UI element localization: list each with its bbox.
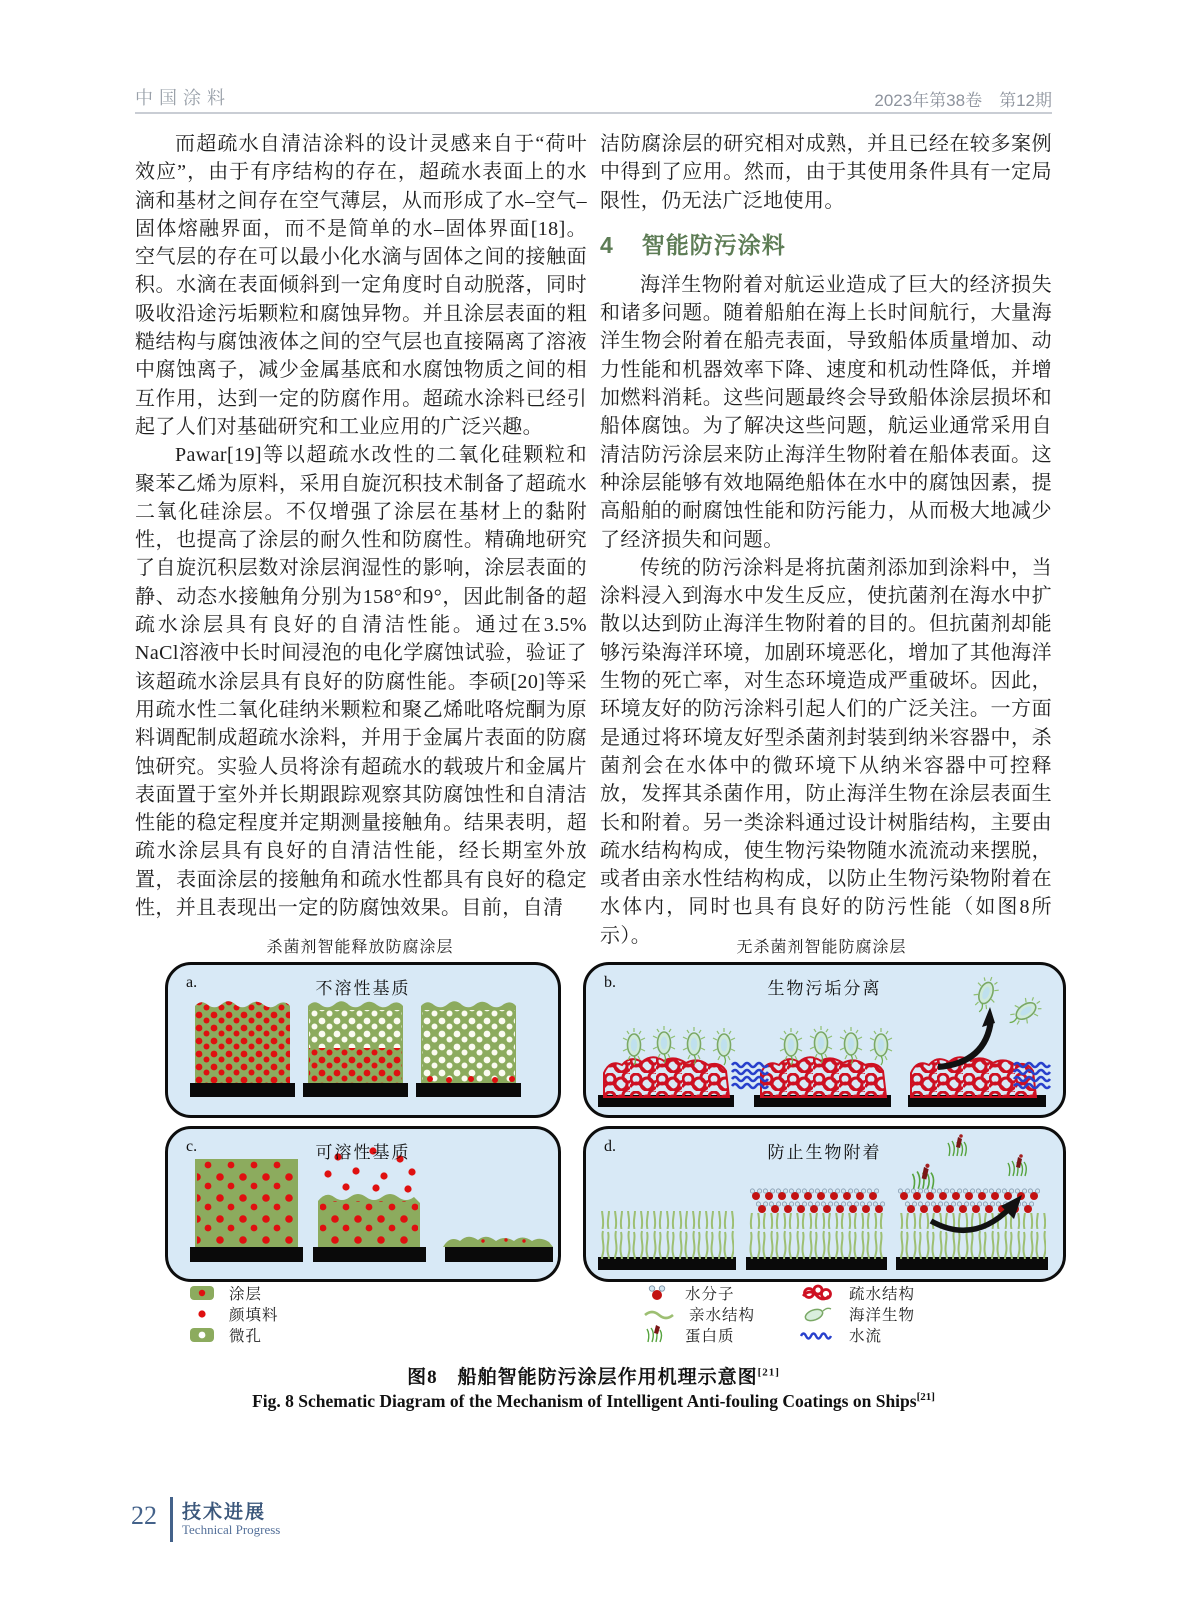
- legend-item-coating: [188, 1282, 279, 1303]
- panel-d-title: 防止生物附着: [767, 1143, 882, 1162]
- legend-left: [188, 1282, 279, 1345]
- marine-organism-icon: [798, 1304, 838, 1324]
- figure-group-title-right: 无杀菌剂智能防腐涂层: [736, 939, 907, 956]
- legend-middle: [642, 1282, 755, 1345]
- paragraph-continuation: 洁防腐涂层的研究相对成熟，并且已经在较多案例中得到了应用。然而，由于其使用条件具有一定局限性，仍无法广泛地使用。: [600, 133, 1052, 212]
- footer-column-title-en: Technical Progress: [182, 1522, 281, 1537]
- figure-caption-en: [135, 1391, 1052, 1412]
- footer-column-title-zh: 技术进展: [182, 1502, 267, 1523]
- legend-label: 涂层: [229, 1285, 263, 1303]
- protein-icon: [642, 1325, 674, 1345]
- legend-label: 微孔: [229, 1327, 263, 1345]
- caption-zh-text: 图8 船舶智能防污涂层作用机理示意图: [407, 1367, 758, 1388]
- figure-caption-zh: [135, 1362, 1052, 1389]
- issue-info: 2023年第38卷 第12期: [874, 91, 1052, 110]
- section-title: 智能防污涂料: [641, 231, 786, 258]
- panel-c-label: c.: [186, 1138, 198, 1155]
- panel-d-label: d.: [604, 1138, 616, 1155]
- panel-b-title: 生物污垢分离: [767, 979, 882, 998]
- legend-label: 水分子: [685, 1285, 735, 1303]
- pigment-icon: [188, 1305, 218, 1323]
- panel-a-label: a.: [186, 974, 198, 991]
- page-number: 22: [131, 1501, 157, 1530]
- panel-b-label: b.: [604, 974, 616, 991]
- water-molecule-icon: [642, 1283, 674, 1303]
- legend-item-micropore: [188, 1324, 279, 1345]
- micropore-icon: [188, 1326, 218, 1344]
- legend-item-water-molecule: [642, 1282, 755, 1303]
- figure-panel-c: [165, 1126, 561, 1282]
- legend-item-hydrophobic: [798, 1282, 915, 1303]
- legend-item-protein: [642, 1324, 755, 1345]
- caption-zh-ref: [21]: [757, 1366, 780, 1379]
- legend-label: 亲水结构: [689, 1306, 756, 1324]
- coating-icon: [188, 1284, 218, 1302]
- journal-title: 中国涂料: [135, 88, 231, 108]
- hydrophilic-structure-icon: [642, 1305, 678, 1323]
- section-number: 4: [600, 231, 614, 258]
- paragraph: 而超疏水自清洁涂料的设计灵感来自于“荷叶效应”，由于有序结构的存在，超疏水表面上的水滴和基材之间存在空气薄层，从而形成了水–空气–固体熔融界面，而不是简单的水–固体界面[18]。空气层的存在可以最小化水滴与固体之间的接触面积。水滴在表面倾斜到一定角度时自动脱落，同时吸收沿途污垢颗粒和腐蚀异物。并且涂层表面的粗糙结构与腐蚀液体之间的空气层也直接隔离了溶液中腐蚀离子，减少金属基底和水腐蚀物质之间的相互作用，达到一定的防腐作用。超疏水涂料已经引起了人们对基础研究和工业应用的广泛兴趣。: [135, 133, 587, 438]
- left-column: [135, 130, 587, 922]
- legend-label: 蛋白质: [685, 1327, 735, 1345]
- figure-panel-a: [165, 962, 561, 1118]
- panel-c-title: 可溶性基质: [315, 1143, 411, 1162]
- header-rule: [135, 112, 1052, 114]
- panel-a-title: 不溶性基质: [315, 979, 411, 998]
- paragraph: 传统的防污涂料是将抗菌剂添加到涂料中，当涂料浸入到海水中发生反应，使抗菌剂在海水中扩散以达到防止海洋生物附着的目的。但抗菌剂却能够污染海洋环境，加剧环境恶化，增加了其他海洋生物的死亡率，对生态环境造成严重破坏。因此，环境友好的防污涂料引起人们的广泛关注。一方面是通过将环境友好型杀菌剂封装到纳米容器中，杀菌剂会在水体中的微环境下从纳米容器中可控释放，发挥其杀菌作用，防止海洋生物在涂层表面生长和附着。另一类涂料通过设计树脂结构，主要由疏水结构构成，使生物污染物随水流流动来摆脱，或者由亲水性结构构成，以防止生物污染物附着在水体内，同时也具有良好的防污性能（如图8所示）。: [600, 556, 1052, 947]
- figure-group-title-left: 杀菌剂智能释放防腐涂层: [266, 939, 454, 956]
- hydrophobic-structure-icon: [798, 1283, 838, 1303]
- legend-item-hydrophilic: [642, 1303, 755, 1324]
- legend-label: 海洋生物: [849, 1306, 916, 1324]
- paragraph: 海洋生物附着对航运业造成了巨大的经济损失和诸多问题。随着船舶在海上长时间航行，大量海洋生物会附着在船壳表面，导致船体质量增加、动力性能和机器效率下降、速度和机动性降低，并增加燃料消耗。这些问题最终会导致船体涂层损坏和船体腐蚀。为了解决这些问题，航运业通常采用自清洁防污涂层来防止海洋生物附着在船体表面。这种涂层能够有效地隔绝船体在水中的腐蚀因素，提高船舶的耐腐蚀性能和防污能力，从而极大地减少了经济损失和问题。: [600, 273, 1052, 551]
- legend-label: 疏水结构: [849, 1285, 916, 1303]
- caption-en-text: Fig. 8 Schematic Diagram of the Mechanism of Intelligent Anti-fouling Coatings on Ships: [252, 1391, 917, 1411]
- right-column: [600, 130, 1052, 950]
- legend-right: [798, 1282, 915, 1345]
- footer-divider: [170, 1497, 173, 1542]
- caption-en-ref: [21]: [916, 1391, 935, 1404]
- legend-item-water-flow: [798, 1324, 915, 1345]
- legend-label: 水流: [849, 1327, 883, 1345]
- water-flow-icon: [798, 1326, 838, 1344]
- legend-label: 颜填料: [229, 1306, 279, 1324]
- legend-item-marine-organism: [798, 1303, 915, 1324]
- legend-item-pigment: [188, 1303, 279, 1324]
- figure-panel-b: [583, 962, 1066, 1118]
- section-heading: [600, 230, 1052, 260]
- figure-panel-d: [583, 1126, 1066, 1282]
- paragraph: Pawar[19]等以超疏水改性的二氧化硅颗粒和聚苯乙烯为原料，采用自旋沉积技术制备了超疏水二氧化硅涂层。不仅增强了涂层在基材上的黏附性，也提高了涂层的耐久性和防腐性。精确地研究了自旋沉积层数对涂层润湿性的影响，涂层表面的静、动态水接触角分别为158°和9°，因此制备的超疏水涂层具有良好的自清洁性能。通过在3.5% NaCl溶液中长时间浸泡的电化学腐蚀试验，验证了该超疏水涂层具有良好的防腐性能。李硕[20]等采用疏水性二氧化硅纳米颗粒和聚乙烯吡咯烷酮为原料调配制成超疏水涂料，并用于金属片表面的防腐蚀研究。实验人员将涂有超疏水的载玻片和金属片表面置于室外并长期跟踪观察其防腐蚀性和自清洁性能的稳定程度并定期测量接触角。结果表明，超疏水涂层具有良好的自清洁性能，经长期室外放置，表面涂层的接触角和疏水性都具有良好的稳定性，并且表现出一定的防腐蚀效果。目前，自清: [135, 444, 587, 920]
